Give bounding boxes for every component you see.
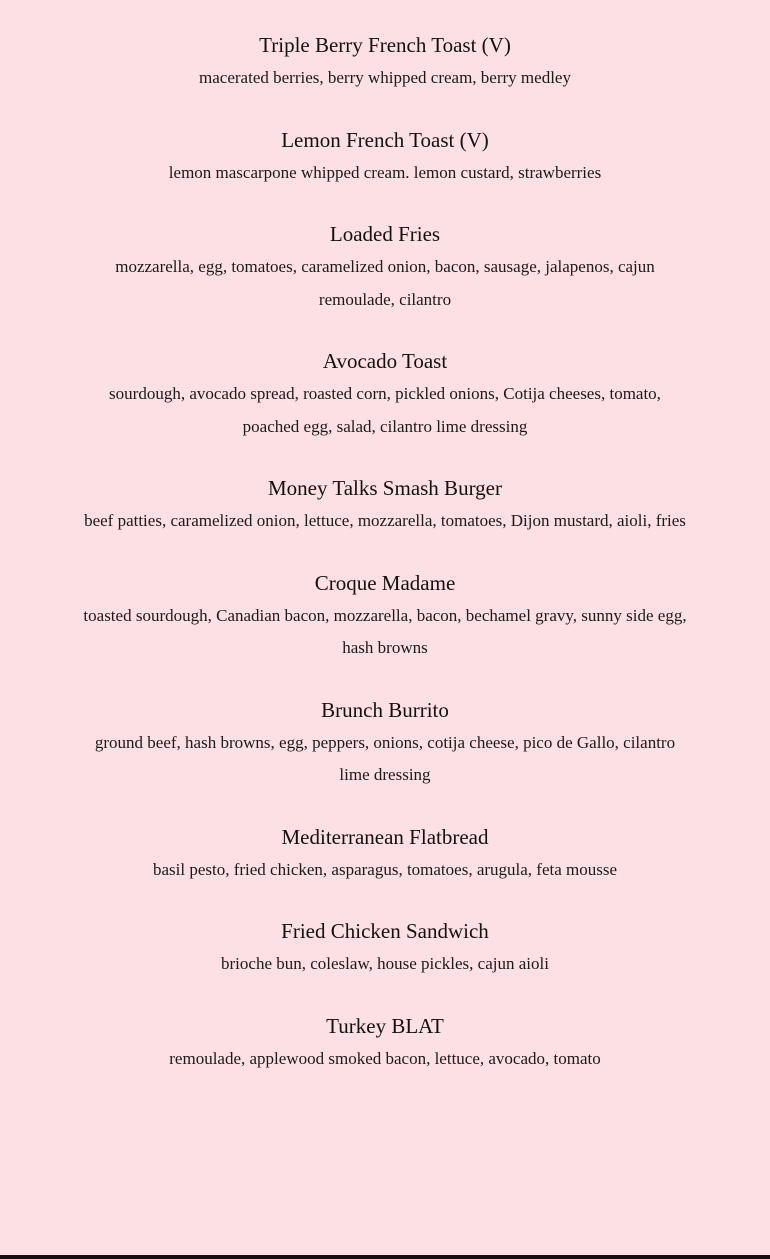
- menu-item-name: Triple Berry French Toast (V): [259, 33, 511, 57]
- menu-item-description: brioche bun, coleslaw, house pickles, cajun aioli: [221, 954, 549, 973]
- menu-item-name: Avocado Toast: [322, 349, 448, 373]
- menu-item-description: remoulade, applewood smoked bacon, lettuce, avocado, tomato: [169, 1048, 601, 1068]
- menu-item-description: ground beef, hash browns, egg, peppers, onions, cotija cheese, pico de Gallo, cilantro lime dressing: [94, 732, 676, 784]
- menu-item-avocado-toast: [0, 346, 770, 473]
- menu-item-croque-madame: [0, 568, 770, 695]
- menu-item-description: lemon mascarpone whipped cream. lemon custard, strawberries: [168, 162, 602, 182]
- menu-item-mediterranean-flatbread: [0, 822, 770, 917]
- menu-item-name: Money Talks Smash Burger: [268, 476, 502, 500]
- menu-item-name: Lemon French Toast (V): [281, 127, 489, 152]
- menu-item-brunch-burrito: [0, 695, 770, 822]
- menu-item-triple-berry-french-toast: [0, 30, 770, 125]
- menu-item-name: Loaded Fries: [329, 222, 441, 246]
- menu-item-description: toasted sourdough, Canadian bacon, mozzarella, bacon, bechamel gravy, sunny side egg, hash browns: [83, 605, 687, 657]
- menu-item-fried-chicken-sandwich: [0, 916, 770, 1011]
- menu-item-lemon-french-toast: [0, 125, 770, 220]
- menu-item-smash-burger: [0, 473, 770, 568]
- menu-item-description: beef patties, caramelized onion, lettuce, mozzarella, tomatoes, Dijon mustard, aioli, fries: [84, 511, 686, 530]
- menu-item-name: Mediterranean Flatbread: [281, 824, 489, 849]
- menu-item-loaded-fries: [0, 219, 770, 346]
- menu-item-name: Brunch Burrito: [321, 697, 449, 722]
- menu-item-description: sourdough, avocado spread, roasted corn, pickled onions, Cotija cheeses, tomato, poached egg, salad, cilantro lime dressing: [109, 384, 661, 436]
- menu-item-name: Croque Madame: [314, 570, 456, 595]
- menu-item-turkey-blat: [0, 1011, 770, 1106]
- menu-item-name: Fried Chicken Sandwich: [281, 919, 489, 943]
- menu-item-name: Turkey BLAT: [326, 1013, 444, 1038]
- menu-item-description: macerated berries, berry whipped cream, berry medley: [199, 68, 571, 87]
- menu-item-description: basil pesto, fried chicken, asparagus, tomatoes, arugula, feta mousse: [152, 859, 618, 879]
- bottom-divider: [0, 1255, 770, 1259]
- menu-list: [0, 30, 770, 1105]
- menu-item-description: mozzarella, egg, tomatoes, caramelized onion, bacon, sausage, jalapenos, cajun remoulade, cilantro: [115, 257, 655, 309]
